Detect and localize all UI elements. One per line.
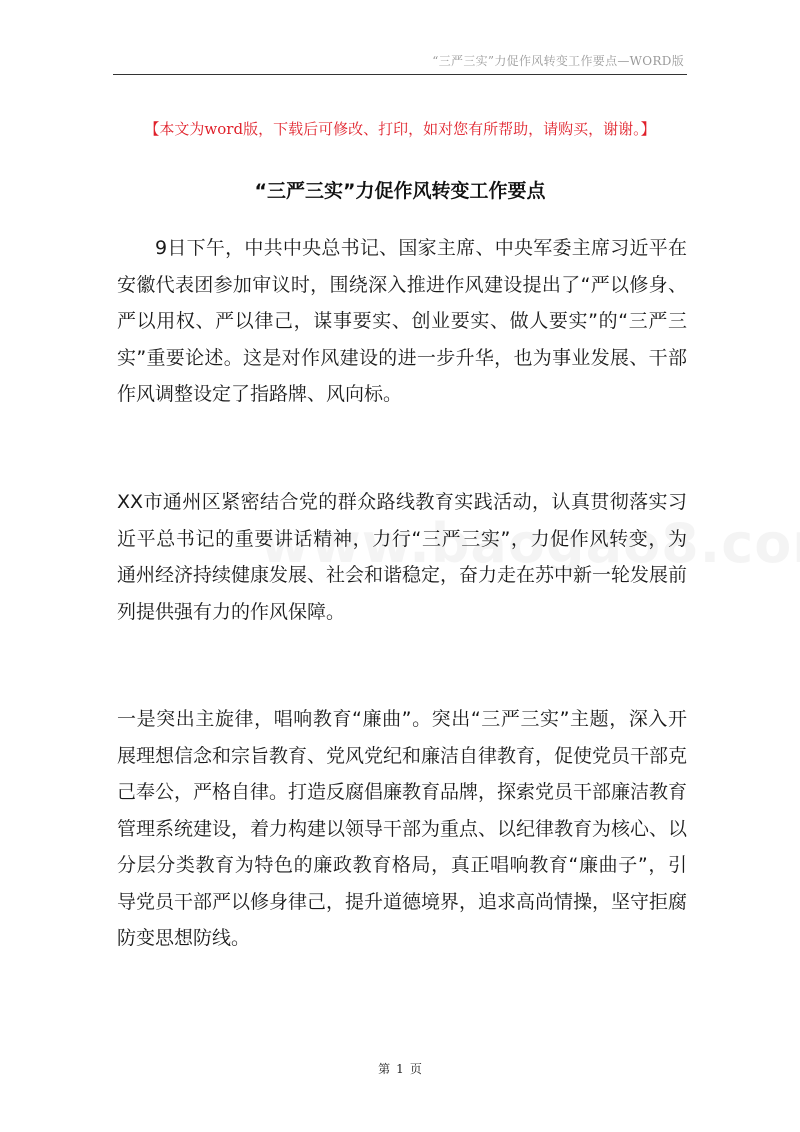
page-suffix: 页 [409, 1062, 422, 1076]
paragraph-2: XX市通州区紧密结合党的群众路线教育实践活动，认真贯彻落实习近平总书记的重要讲话精神，力行“三严三实”，力促作风转变，为通州经济持续健康发展、社会和谐稳定，奋力走在苏中新一轮发展前列提供强有力的作风保障。 [117, 491, 688, 623]
running-header: “三严三实”力促作风转变工作要点—WORD版 [432, 54, 684, 68]
page-prefix: 第 [378, 1062, 391, 1076]
paragraph-3: 一是突出主旋律，唱响教育“廉曲”。突出“三严三实”主题，深入开展理想信念和宗旨教育、党风党纪和廉洁自律教育，促使党员干部克己奉公，严格自律。打造反腐倡廉教育品牌，探索党员干部廉洁教育管理系统建设，着力构建以领导干部为重点、以纪律教育为核心、以分层分类教育为特色的廉政教育格局，真正唱响教育“廉曲子”，引导党员干部严以修身律己，提升道德境界，追求高尚情操，坚守拒腐防变思想防线。 [117, 708, 688, 949]
download-notice: 【本文为word版，下载后可修改、打印，如对您有所帮助，请购买，谢谢。】 [144, 120, 656, 138]
paragraph-1: 9日下午，中共中央总书记、国家主席、中央军委主席习近平在安徽代表团参加审议时，围绕深入推进作风建设提出了“严以修身、严以用权、严以律己，谋事要实、创业要实、做人要实”的“三严三实”重要论述。这是对作风建设的进一步升华，也为事业发展、干部作风调整设定了指路牌、风向标。 [117, 237, 687, 405]
page-number: 1 [396, 1062, 404, 1076]
page-footer [0, 1060, 800, 1077]
document-title: “三严三实”力促作风转变工作要点 [254, 180, 546, 202]
header-rule [113, 74, 687, 75]
